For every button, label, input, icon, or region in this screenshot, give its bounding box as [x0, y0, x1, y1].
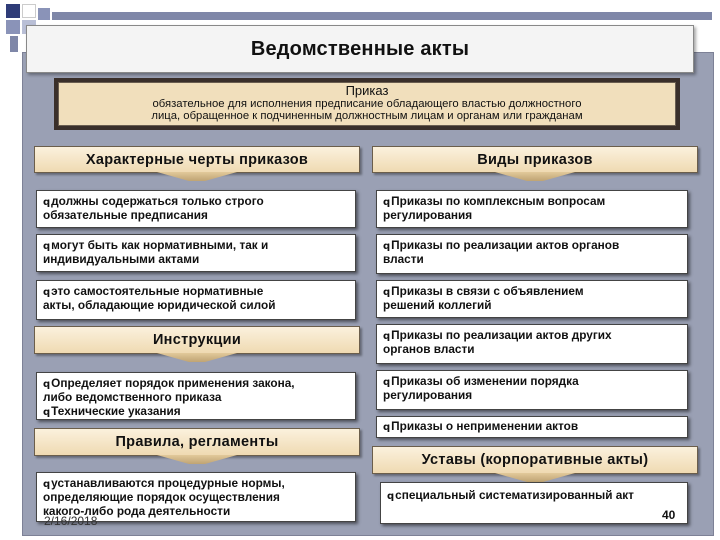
- bullet-icon: q: [383, 197, 391, 208]
- order-type-text: Приказы по комплексным вопросам: [391, 194, 606, 208]
- page-number: 40: [662, 508, 676, 522]
- order-type-item: [376, 190, 688, 228]
- rules-text: определяющие порядок осуществления: [43, 489, 280, 504]
- feature-item: [36, 190, 356, 228]
- order-type-text: регулирования: [383, 387, 473, 402]
- feature-text: могут быть как нормативными, так и: [51, 238, 269, 252]
- bullet-icon: q: [43, 287, 51, 298]
- order-text-line-1: обязательное для исполнения предписание обладающего властью должностного: [152, 98, 582, 110]
- order-type-text: органов власти: [383, 341, 475, 356]
- order-type-text: Приказы по реализации актов органов: [391, 238, 620, 252]
- order-type-item: [376, 280, 688, 318]
- order-type-item: [376, 370, 688, 410]
- instructions-text: Технические указания: [51, 403, 181, 418]
- bullet-icon: q: [383, 377, 391, 388]
- order-type-text: власти: [383, 251, 424, 266]
- order-type-item: [376, 234, 688, 274]
- order-features-header: Характерные черты приказов: [34, 146, 360, 173]
- order-text-line-2: лица, обращенное к подчиненным должностным лицам и органам или гражданам: [151, 110, 583, 122]
- feature-text: должны содержаться только строго: [51, 194, 264, 208]
- feature-text: акты, обладающие юридической силой: [43, 297, 276, 312]
- instructions-item: [36, 372, 356, 420]
- bullet-icon: q: [383, 287, 391, 298]
- feature-text: обязательные предписания: [43, 207, 208, 222]
- rules-text: устанавливаются процедурные нормы,: [51, 476, 285, 490]
- feature-item: [36, 234, 356, 272]
- order-type-item: [376, 416, 688, 438]
- footer-date: 2/16/2018: [44, 514, 98, 528]
- feature-text: это самостоятельные нормативные: [51, 284, 264, 298]
- order-type-text: Приказы по реализации актов других: [391, 328, 612, 342]
- order-type-text: регулирования: [383, 207, 473, 222]
- bullet-icon: q: [383, 422, 391, 433]
- rules-text: какого-либо рода деятельности: [43, 503, 231, 518]
- order-type-item: [376, 324, 688, 364]
- bullet-icon: q: [383, 241, 391, 252]
- charters-header: Уставы (корпоративные акты): [372, 446, 698, 474]
- instructions-text: либо ведомственного приказа: [43, 389, 222, 404]
- charters-text: специальный систематизированный акт: [395, 488, 634, 502]
- rules-header: Правила, регламенты: [34, 428, 360, 456]
- order-definition-frame: [54, 78, 680, 130]
- order-type-text: Приказы в связи с объявлением: [391, 284, 584, 298]
- order-heading: Приказ: [345, 83, 389, 98]
- bullet-icon: q: [387, 491, 395, 502]
- instructions-text: Определяет порядок применения закона,: [51, 376, 295, 390]
- bullet-icon: q: [383, 331, 391, 342]
- page-title: Ведомственные акты: [26, 25, 694, 73]
- order-types-header: Виды приказов: [372, 146, 698, 173]
- charters-item: [380, 482, 688, 524]
- order-type-text: решений коллегий: [383, 297, 492, 312]
- order-definition: [58, 82, 676, 126]
- bullet-icon: q: [43, 241, 51, 252]
- order-type-text: Приказы об изменении порядка: [391, 374, 579, 388]
- instructions-header: Инструкции: [34, 326, 360, 354]
- bullet-icon: q: [43, 406, 51, 418]
- feature-item: [36, 280, 356, 320]
- order-type-text: Приказы о неприменении актов: [391, 419, 579, 433]
- bullet-icon: q: [43, 379, 51, 390]
- bullet-icon: q: [43, 197, 51, 208]
- feature-text: индивидуальными актами: [43, 251, 200, 266]
- bullet-icon: q: [43, 479, 51, 490]
